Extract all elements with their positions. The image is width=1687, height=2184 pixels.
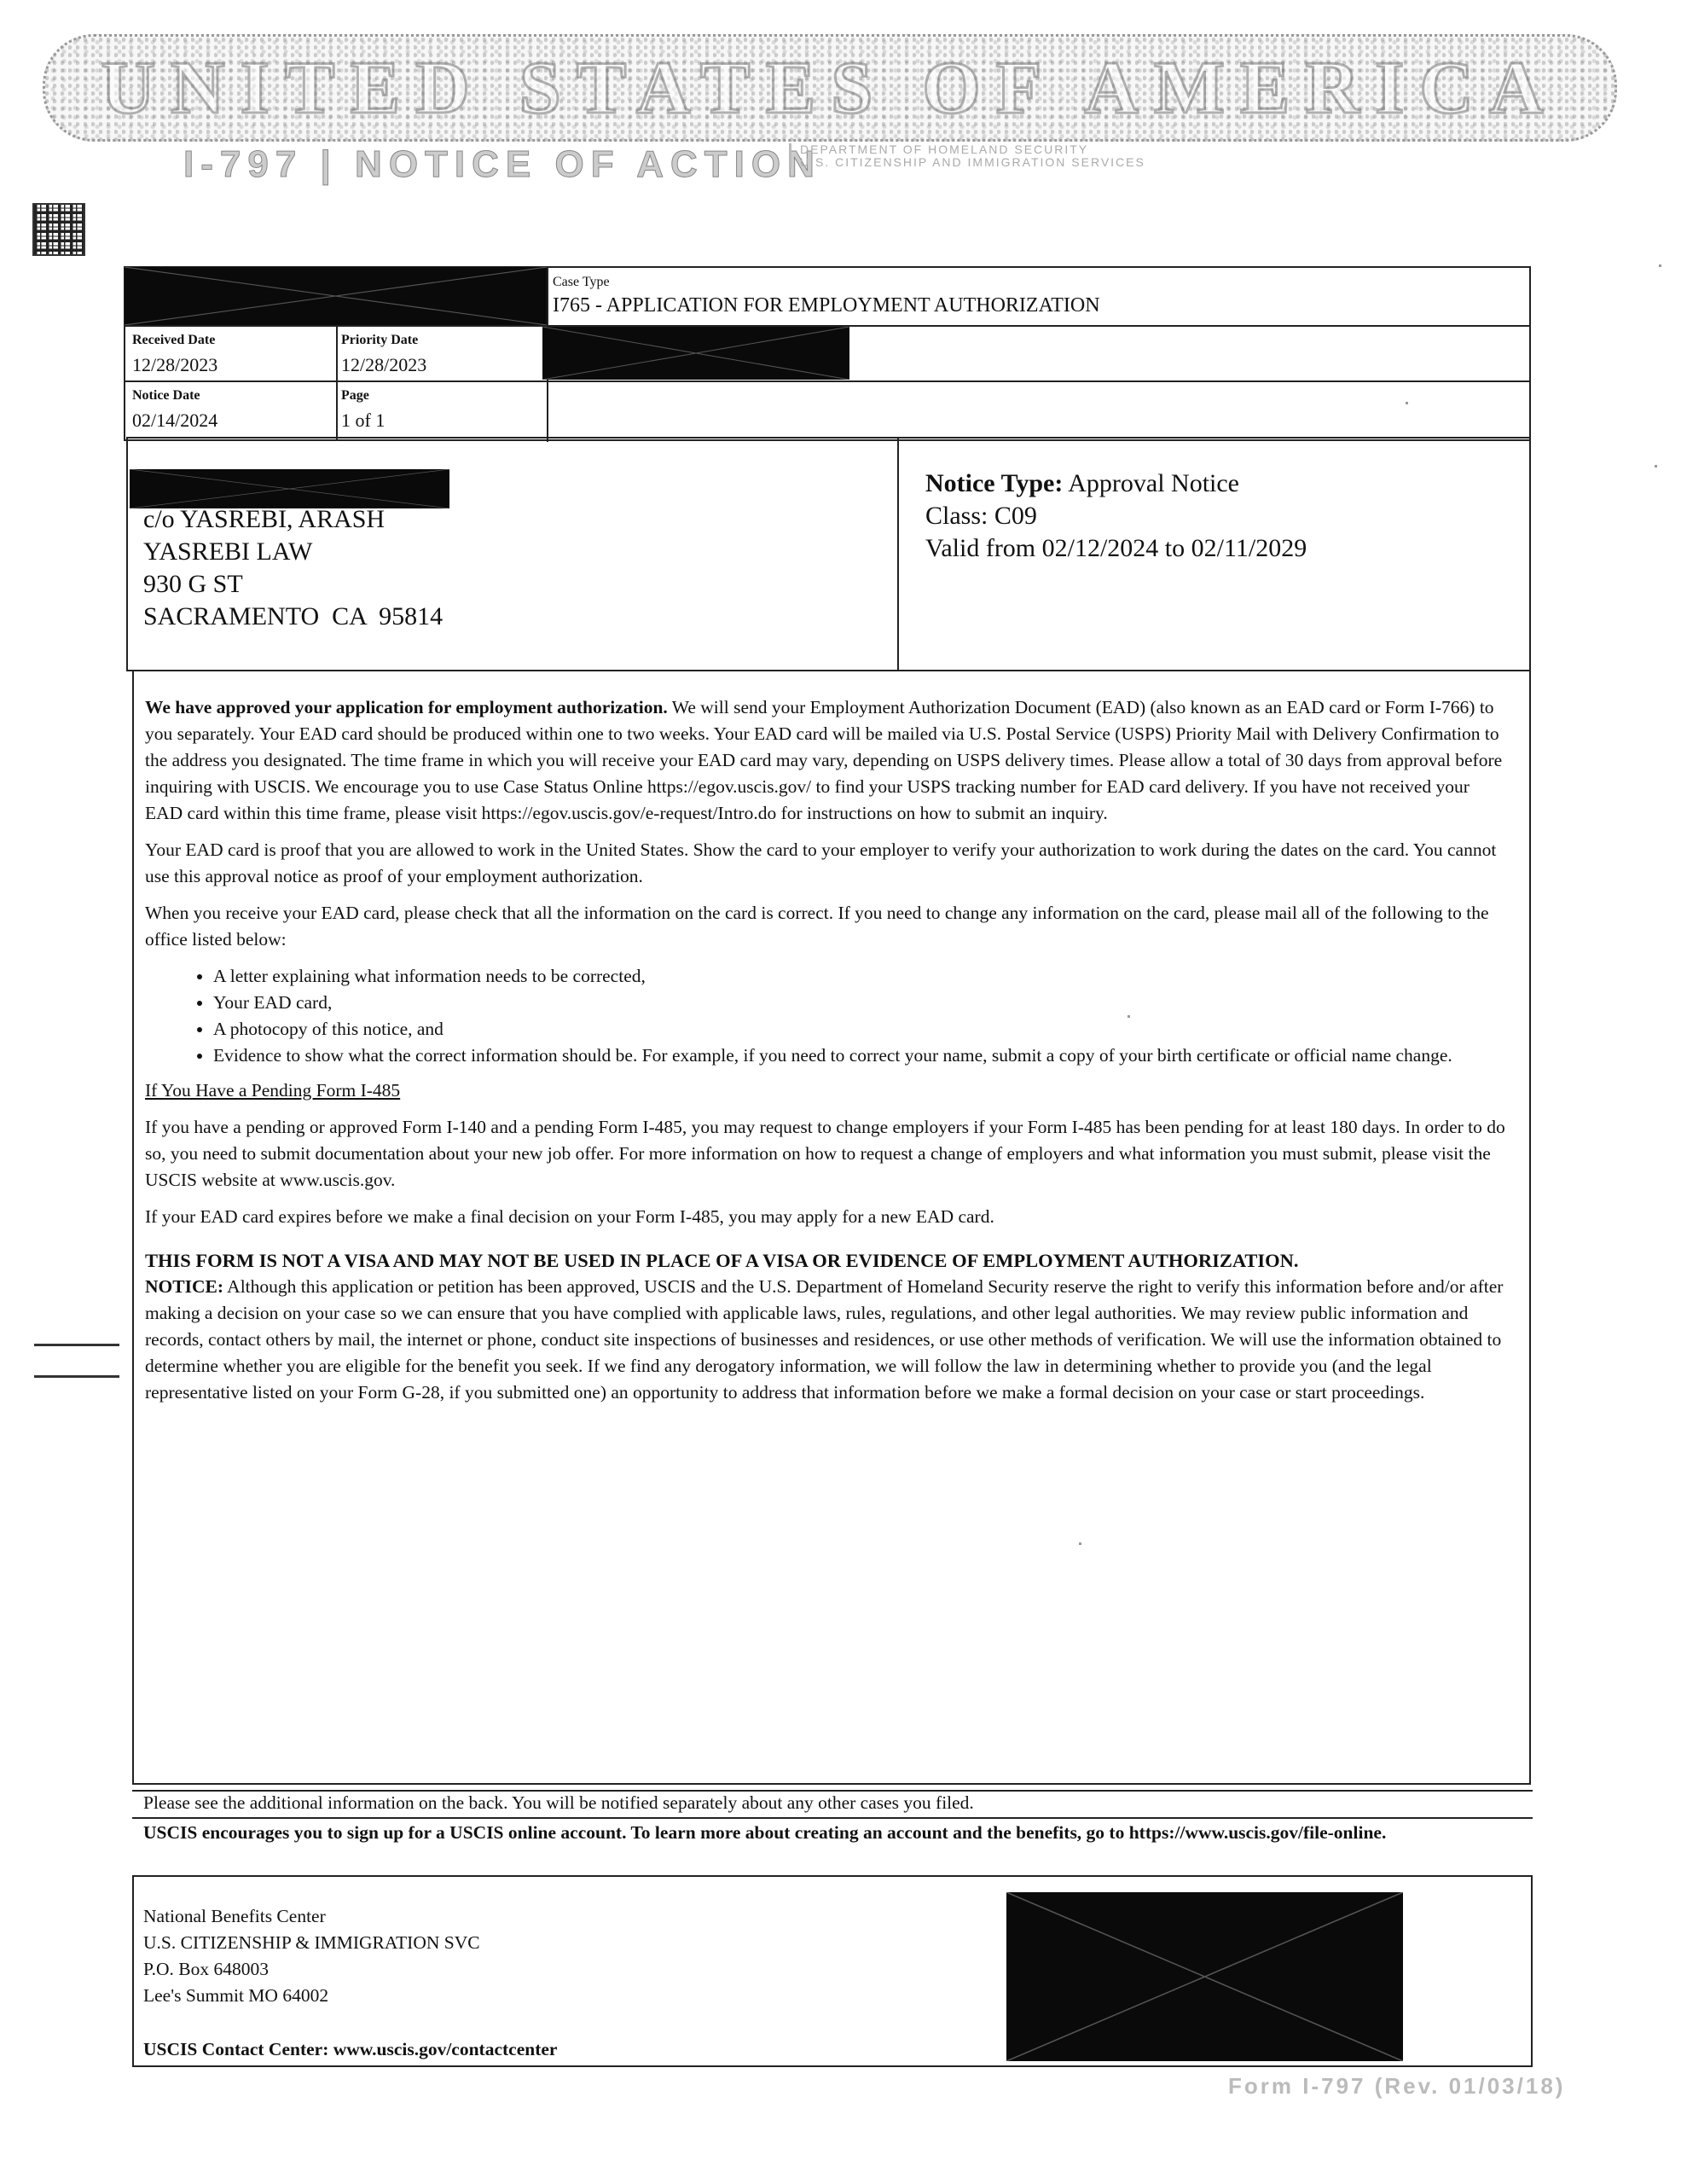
received-date-value: 12/28/2023: [132, 354, 218, 375]
office-line-3: P.O. Box 648003: [143, 1959, 269, 1979]
address-line-3: 930 G ST: [143, 570, 243, 598]
barcode-icon: [32, 203, 85, 256]
notice-class: Class: C09: [925, 502, 1037, 530]
list-item: • Your EAD card,: [213, 990, 1510, 1016]
case-type-value: I765 - APPLICATION FOR EMPLOYMENT AUTHORIZATION: [553, 294, 1100, 317]
department-line-2: U.S. CITIZENSHIP AND IMMIGRATION SERVICES: [800, 155, 1145, 169]
approval-lead: We have approved your application for employment authorization.: [145, 697, 668, 717]
margin-mark: [34, 1344, 119, 1346]
not-a-visa-warning: THIS FORM IS NOT A VISA AND MAY NOT BE USED IN PLACE OF A VISA OR EVIDENCE OF EMPLOYMENT AUTHORIZATION.: [145, 1250, 1299, 1271]
footer-divider: [132, 1817, 1533, 1819]
address-line-2: YASREBI LAW: [143, 537, 313, 566]
scan-speck: [1079, 1542, 1081, 1545]
redacted-beneficiary: [542, 327, 849, 380]
pending-485-heading: If You Have a Pending Form I-485: [145, 1080, 401, 1101]
department-line-1: DEPARTMENT OF HOMELAND SECURITY: [800, 142, 1089, 156]
redacted-receipt-number: [125, 267, 547, 325]
page-label: Page: [341, 388, 369, 403]
received-date-label: Received Date: [132, 333, 216, 347]
office-line-4: Lee's Summit MO 64002: [143, 1985, 329, 2006]
header-seal: [43, 34, 1617, 142]
mailing-address: [143, 503, 443, 633]
priority-date-value: 12/28/2023: [341, 354, 427, 375]
list-item: • A letter explaining what information needs to be corrected,: [213, 963, 1510, 990]
correction-paragraph: When you receive your EAD card, please check that all the information on the card is correct. If you need to change any information on the card, please mail all of the following to the office listed below:: [145, 903, 1489, 950]
additional-info-text: Please see the additional information on the back. You will be notified separately about any other cases you filed.: [143, 1792, 974, 1813]
seal-text: UNITED STATES OF AMERICA: [101, 46, 1559, 130]
address-divider: [897, 438, 899, 671]
correction-list: [145, 963, 1510, 1069]
notice-type-label: Notice Type:: [925, 469, 1064, 497]
form-title: I-797 | NOTICE OF ACTION: [183, 143, 821, 185]
notice-validity: Valid from 02/12/2024 to 02/11/2029: [925, 534, 1307, 562]
contact-center: USCIS Contact Center: www.uscis.gov/contactcenter: [143, 2039, 558, 2059]
address-line-1: c/o YASREBI, ARASH: [143, 505, 386, 533]
pending-485-paragraph: If you have a pending or approved Form I-140 and a pending Form I-485, you may request to change employers if your Form I-485 has been pending for at least 180 days. In order to do so, you need to submit documentation about your new job offer. For more information on how to request a change of employers and what information you must submit, please visit the USCIS website at www.uscis.gov.: [145, 1117, 1505, 1190]
redacted-signature-block: [1006, 1892, 1403, 2061]
list-item: • A photocopy of this notice, and: [213, 1016, 1510, 1043]
office-line-2: U.S. CITIZENSHIP & IMMIGRATION SVC: [143, 1932, 480, 1953]
notice-date-value: 02/14/2024: [132, 410, 218, 431]
approval-paragraph: [145, 694, 1510, 827]
address-line-4: SACRAMENTO CA 95814: [143, 602, 443, 630]
scan-speck: [1406, 402, 1408, 404]
scan-speck: [1655, 465, 1657, 468]
notice-body: [145, 694, 1510, 1406]
notice-details: [925, 468, 1307, 565]
page-value: 1 of 1: [341, 410, 386, 431]
notice-label: NOTICE:: [145, 1276, 223, 1297]
scan-speck: [1659, 264, 1661, 267]
scan-speck: [1128, 1015, 1130, 1018]
office-address: [143, 1903, 480, 2009]
department-name: [789, 143, 1145, 169]
form-code: Form I-797 (Rev. 01/03/18): [1228, 2073, 1566, 2099]
office-line-1: National Benefits Center: [143, 1906, 326, 1926]
notice-date-label: Notice Date: [132, 388, 200, 403]
notice-type-value: Approval Notice: [1068, 469, 1239, 497]
case-type-label: Case Type: [553, 275, 610, 289]
ead-expiry-paragraph: If your EAD card expires before we make a final decision on your Form I-485, you may apply for a new EAD card.: [145, 1206, 994, 1227]
notice-text: Although this application or petition has been approved, USCIS and the U.S. Department of Homeland Security reserve the right to verify this information before and/or after making a decision on your case so we can ensure that you have complied with applicable laws, rules, regulations, and other legal authorities. We may review public information and records, contact others by mail, the internet or phone, conduct site inspections of businesses and residences, or use other methods of verification. We will use the information obtained to determine whether you are eligible for the benefit you seek. If we find any derogatory information, we will follow the law in determining whether to provide you (and the legal representative listed on your Form G-28, if you submitted one) an opportunity to address that information before we make a formal decision on your case or start proceedings.: [145, 1276, 1504, 1403]
list-item: • Evidence to show what the correct information should be. For example, if you need to correct your name, submit a copy of your birth certificate or official name change.: [213, 1043, 1510, 1069]
ead-proof-paragraph: Your EAD card is proof that you are allowed to work in the United States. Show the card to your employer to verify your authorization to work during the dates on the card. You cannot use this approval notice as proof of your employment authorization.: [145, 839, 1497, 886]
margin-mark: [34, 1375, 119, 1378]
approval-text: We will send your Employment Authorization Document (EAD) (also known as an EAD card or Form I-766) to you separately. Your EAD card should be produced within one to two weeks. Your EAD card will be mailed via U.S. Postal Service (USPS) Priority Mail with Delivery Confirmation to the address you designated. The time frame in which you will receive your EAD card may vary, depending on USPS delivery times. Please allow a total of 30 days from approval before inquiring with USCIS. We encourage you to use Case Status Online https://egov.uscis.gov/ to find your USPS tracking number for EAD card delivery. If you have not received your EAD card within this time frame, please visit https://egov.uscis.gov/e-request/Intro.do for instructions on how to submit an inquiry.: [145, 697, 1503, 823]
priority-date-label: Priority Date: [341, 333, 419, 347]
online-account-text: USCIS encourages you to sign up for a USCIS online account. To learn more about creating an account and the benefits, go to https://www.uscis.gov/file-online.: [143, 1822, 1387, 1843]
table-col-divider: [336, 326, 338, 441]
